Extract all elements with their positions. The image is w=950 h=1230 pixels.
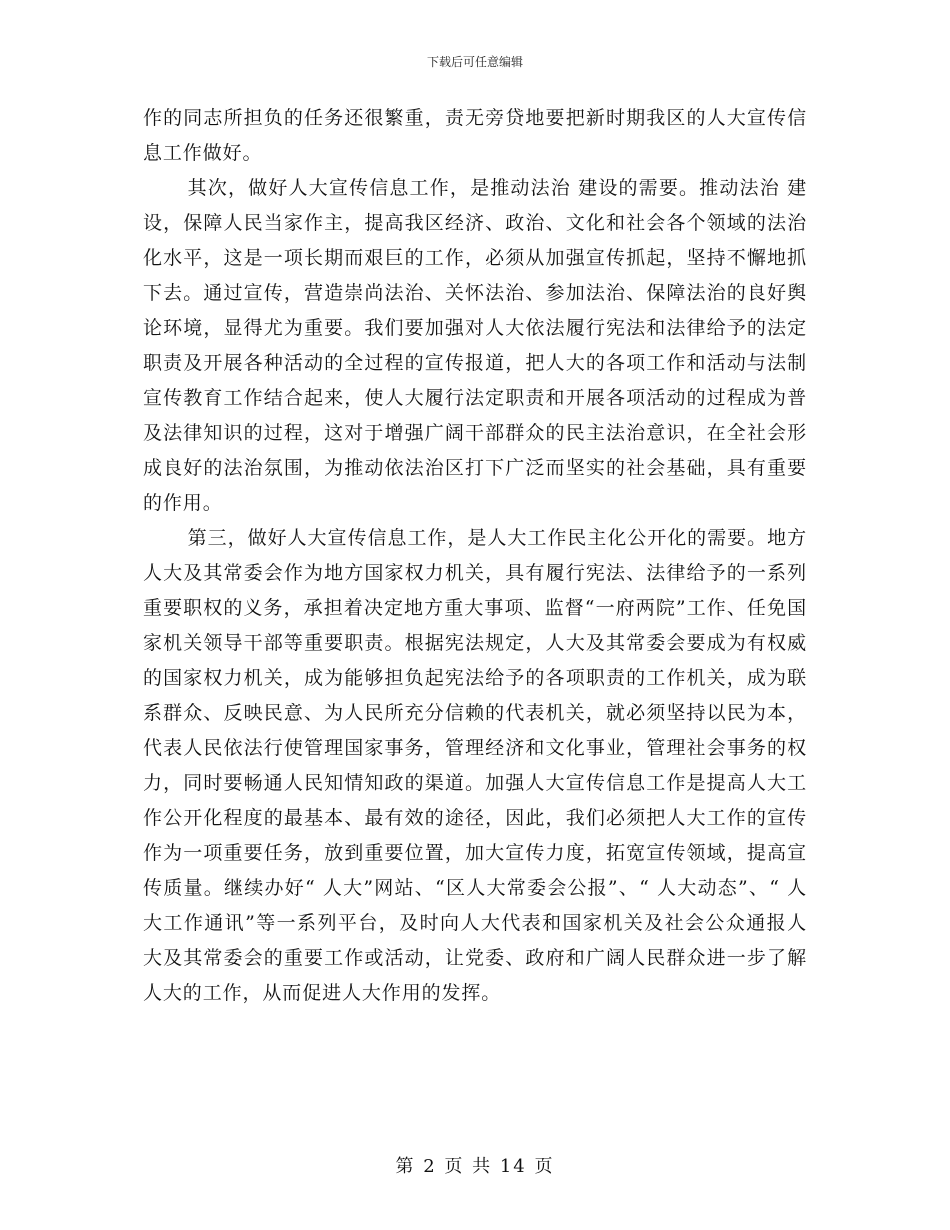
page-header-note: 下载后可任意编辑 — [426, 55, 523, 69]
paragraph-continuation: 作的同志所担负的任务还很繁重，责无旁贷地要把新时期我区的人大宣传信息工作做好。 — [143, 107, 807, 164]
paragraph-third-point: 第三，做好人大宣传信息工作，是人大工作民主化公开化的需要。地方人大及其常委会作为地方国家权力机关，具有履行宪法、法律给予的一系列重要职权的义务，承担着决定地方重大事项、监督“一府两院”工作、任免国家机关领导干部等重要职责。根据宪法规定，人大及其常委会要成为有权威的国家权力机关，成为能够担负起宪法给予的各项职责的工作机关，成为联系群众、反映民意、为人民所充分信赖的代表机关，就必须坚持以民为本，代表人民依法行使管理国家事务，管理经济和文化事业，管理社会事务的权力，同时要畅通人民知情知政的渠道。加强人大宣传信息工作是提高人大工作公开化程度的最基本、最有效的途径，因此，我们必须把人大工作的宣传作为一项重要任务，放到重要位置，加大宣传力度，拓宽宣传领域，提高宣传质量。继续办好“ 人大”网站、“区人大常委会公报”、“ 人大动态”、“ 人大工作通讯”等一系列平台，及时向人大代表和国家机关及社会公众通报人大及其常委会的重要工作或活动，让党委、政府和广阔人民群众进一步了解人大的工作，从而促进人大作用的发挥。 — [143, 527, 807, 1004]
document-body — [143, 101, 807, 1011]
page-number-footer: 第 2 页 共 14 页 — [395, 1156, 555, 1177]
paragraph-second-point: 其次，做好人大宣传信息工作，是推动法治 建设的需要。推动法治 建设，保障人民当家作主，提高我区经济、政治、文化和社会各个领域的法治化水平，这是一项长期而艰巨的工作，必须从加强宣传抓起，坚持不懈地抓下去。通过宣传，营造崇尚法治、关怀法治、参加法治、保障法治的良好舆论环境，显得尤为重要。我们要加强对人大依法履行宪法和法律给予的法定职责及开展各种活动的全过程的宣传报道，把人大的各项工作和活动与法制宣传教育工作结合起来，使人大履行法定职责和开展各项活动的过程成为普及法律知识的过程，这对于增强广阔干部群众的民主法治意识，在全社会形成良好的法治氛围，为推动依法治区打下广泛而坚实的社会基础，具有重要的作用。 — [143, 177, 807, 514]
